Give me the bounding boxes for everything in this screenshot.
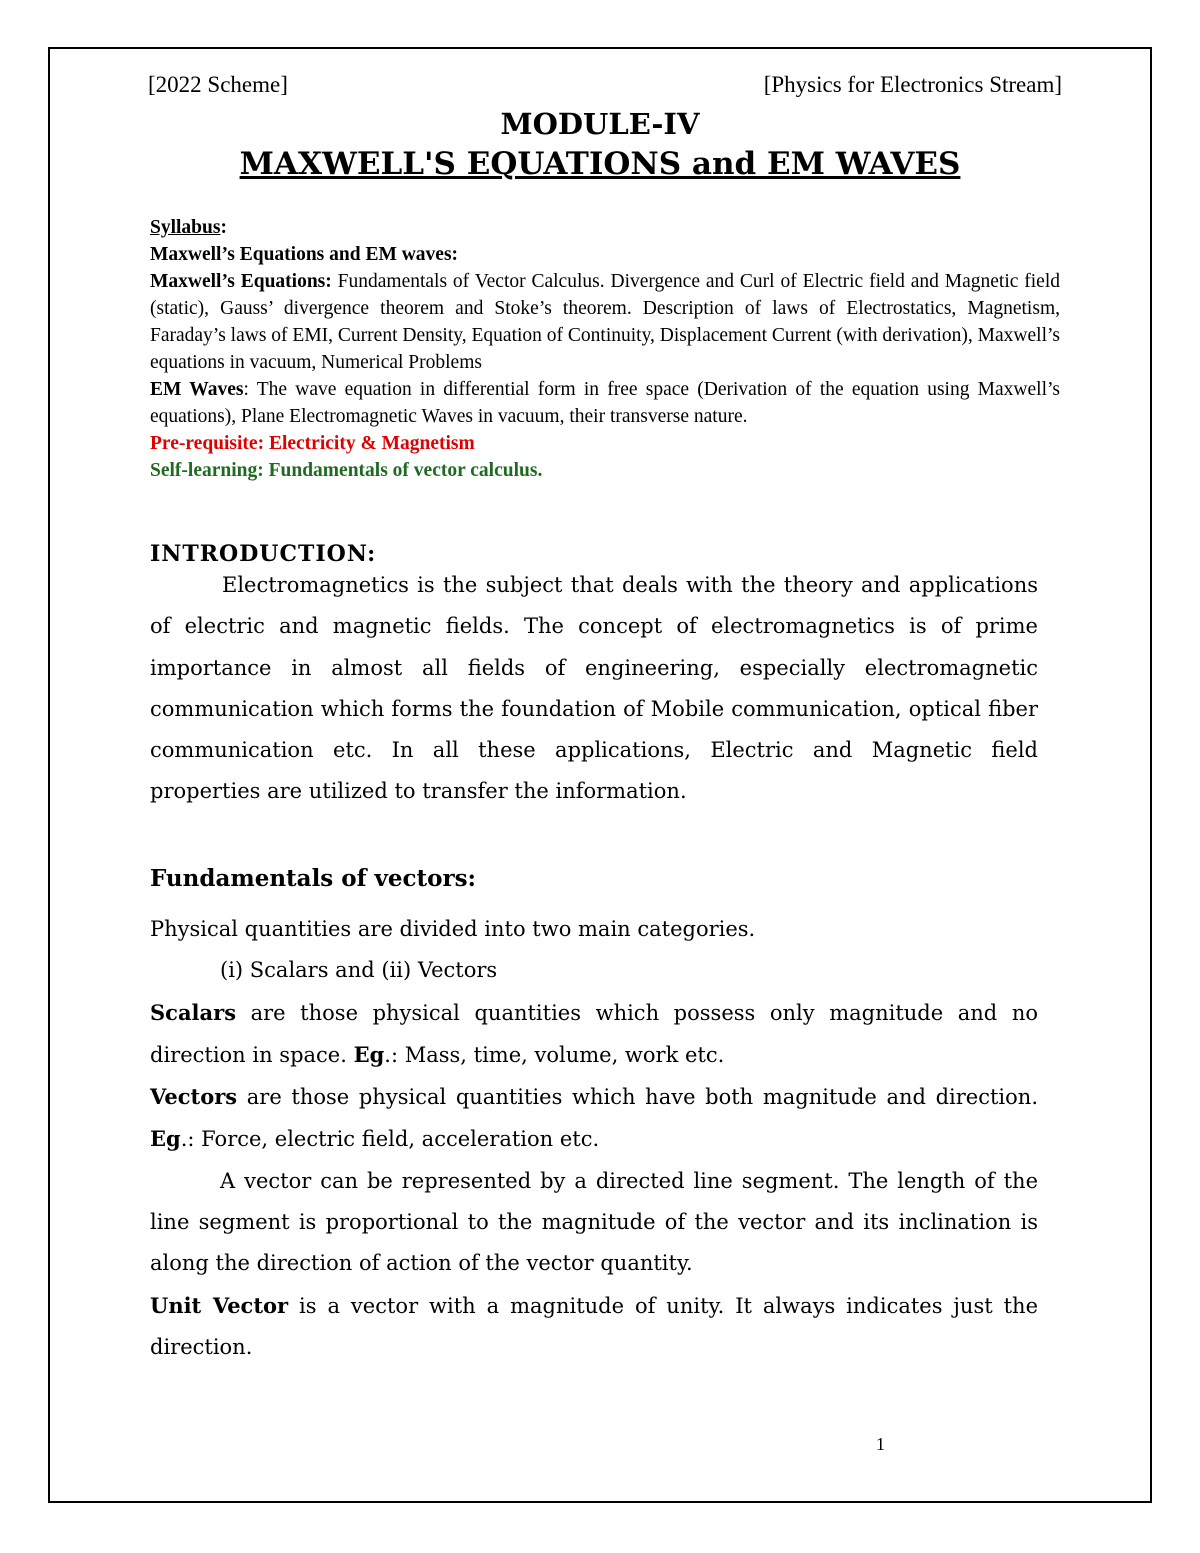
em-label: EM Waves — [150, 379, 244, 400]
vectors-paragraph: Vectors are those physical quantities which have both magnitude and direction. Eg.: Force, electric field, acceleration etc. — [150, 1084, 1038, 1152]
vectors-label: Vectors — [150, 1084, 238, 1110]
syllabus-section — [150, 214, 1060, 484]
syllabus-maxwell — [150, 268, 1060, 376]
module-subtitle: MAXWELL'S EQUATIONS and EM WAVES — [239, 146, 961, 182]
scalars-paragraph: Scalars are those physical quantities which possess only magnitude and no direction in space. Eg.: Mass, time, volume, work etc. — [150, 999, 1038, 1067]
syllabus-em-waves — [150, 376, 1060, 430]
vector-representation-paragraph: A vector can be represented by a directed line segment. The length of the line segment is proportional to the magnitude of the vector and its inclination is along the direction of action of the vector quantity. — [150, 1168, 1038, 1276]
em-text: : The wave equation in differential form in free space (Derivation of the equation using Maxwell’s equations), Plane Electromagnetic Waves in vacuum, their transverse nature. — [150, 379, 1060, 427]
syllabus-label: Syllabus — [150, 217, 221, 238]
introduction-heading: INTRODUCTION: — [150, 541, 377, 567]
unit-vector-label: Unit Vector — [150, 1292, 289, 1318]
categories-list: (i) Scalars and (ii) Vectors — [220, 958, 498, 983]
page-number: 1 — [876, 1434, 885, 1454]
fundamentals-heading: Fundamentals of vectors: — [150, 865, 477, 892]
scalars-label: Scalars — [150, 999, 237, 1025]
categories-paragraph: Physical quantities are divided into two main categories. — [150, 917, 756, 941]
syllabus-colon: : — [220, 217, 227, 238]
syllabus-heading: Maxwell’s Equations and EM waves: — [150, 244, 459, 265]
maxwell-label: Maxwell’s Equations: — [150, 271, 332, 292]
introduction-body: Electromagnetics is the subject that deals with the theory and applications of electric and magnetic fields. The concept of electromagnetics is of prime importance in almost all fields of engineering, especially electromagnetic communication which forms the foundation of Mobile communication, optical fiber communication etc. In all these applications, Electric and Magnetic field properties are utilized to transfer the information. — [150, 573, 1038, 804]
module-title: MODULE-IV — [500, 107, 700, 141]
fundamentals-body — [150, 909, 1038, 1368]
eg-label: Eg — [353, 1041, 385, 1067]
eg-label: Eg — [150, 1126, 181, 1152]
prerequisite: Pre-requisite: Electricity & Magnetism — [150, 433, 475, 454]
header-scheme: [2022 Scheme] — [148, 72, 288, 97]
maxwell-text: Fundamentals of Vector Calculus. Divergence and Curl of Electric field and Magnetic field (static), Gauss’ divergence theorem and Stoke’s theorem. Description of laws of Electrostatics, Magnetism, Faraday’s laws of EMI, Current Density, Equation of Continuity, Displacement Current (with derivation), Maxwell’s equations in vacuum, Numerical Problems — [150, 271, 1061, 373]
header-stream: [Physics for Electronics Stream] — [763, 72, 1062, 97]
self-learning: Self-learning: Fundamentals of vector calculus. — [150, 460, 543, 481]
unit-vector-paragraph: Unit Vector is a vector with a magnitude of unity. It always indicates just the direction. — [150, 1292, 1039, 1359]
syllabus-label-line — [150, 214, 1060, 241]
